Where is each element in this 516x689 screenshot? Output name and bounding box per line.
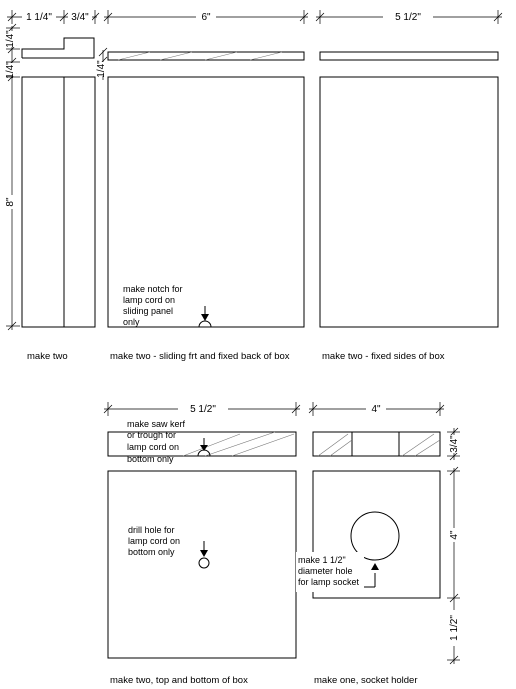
panel-top-view [108, 52, 304, 60]
svg-text:lamp cord on: lamp cord on [128, 536, 181, 546]
dimension-3-4-right [447, 428, 460, 460]
svg-text:make saw kerf: make saw kerf [127, 419, 186, 429]
part-side-strip [4, 10, 99, 362]
part-top-bottom [104, 402, 300, 686]
dimension-quarter-panel [95, 48, 107, 80]
dim-label-8: 8" [5, 197, 16, 207]
svg-text:bottom only: bottom only [127, 454, 174, 464]
note-socket [296, 552, 364, 592]
note-kerf [122, 418, 192, 466]
dim-label-3-4: 3/4" [71, 12, 89, 23]
caption-fixed-sides: make two - fixed sides of box [322, 351, 445, 362]
svg-text:make notch for: make notch for [123, 284, 183, 294]
svg-text:or trough for: or trough for [127, 430, 177, 440]
dimension-5-1-2-lower [104, 402, 300, 416]
svg-text:sliding panel: sliding panel [123, 306, 174, 316]
top-bottom-face-view [108, 471, 296, 658]
svg-text:bottom only: bottom only [128, 547, 175, 557]
dimension-1-1-4 [7, 10, 99, 24]
svg-text:lamp cord on: lamp cord on [127, 442, 180, 452]
dim-label-1-1-4: 1 1/4" [26, 12, 52, 23]
svg-text:make 1 1/2": make 1 1/2" [298, 555, 346, 565]
caption-socket-holder: make one, socket holder [314, 675, 418, 686]
caption-front-back: make two - sliding frt and fixed back of box [110, 351, 290, 362]
side-top-view [320, 52, 498, 60]
dim-label-5-1-2-b: 5 1/2" [190, 404, 216, 415]
dim-label-4-a: 4" [371, 404, 381, 415]
side-panel-front-view [320, 77, 498, 327]
part-front-back-panel [95, 10, 308, 362]
caption-top-bottom: make two, top and bottom of box [110, 675, 248, 686]
note-drill [128, 525, 180, 557]
dim-label-1-1-2: 1 1/2" [449, 615, 460, 641]
stepped-top-view [22, 38, 94, 58]
part-fixed-sides [316, 10, 502, 362]
svg-text:only: only [123, 317, 140, 327]
dim-label-5-1-2-a: 5 1/2" [395, 12, 421, 23]
dim-label-quarter-b: 1/4" [5, 61, 16, 79]
svg-text:drill hole for: drill hole for [128, 525, 175, 535]
side-strip-front-view [22, 77, 95, 327]
dim-label-6: 6" [201, 12, 211, 23]
dimension-left-vertical [4, 24, 20, 330]
svg-text:diameter hole: diameter hole [298, 566, 353, 576]
dimension-6 [104, 10, 308, 24]
svg-text:lamp cord on: lamp cord on [123, 295, 176, 305]
dimension-5-1-2-top [316, 10, 502, 24]
dim-label-quarter-c: 1/4" [96, 60, 107, 78]
dimension-4-top [309, 402, 444, 416]
dim-label-3-4-b: 3/4" [449, 435, 460, 453]
caption-make-two: make two [27, 351, 68, 362]
svg-text:for lamp socket: for lamp socket [298, 577, 360, 587]
part-socket-holder [296, 402, 460, 686]
dim-label-4-b: 4" [449, 530, 460, 540]
dimension-right-vertical [447, 467, 460, 664]
dim-label-quarter-a: 1/4" [5, 30, 16, 48]
